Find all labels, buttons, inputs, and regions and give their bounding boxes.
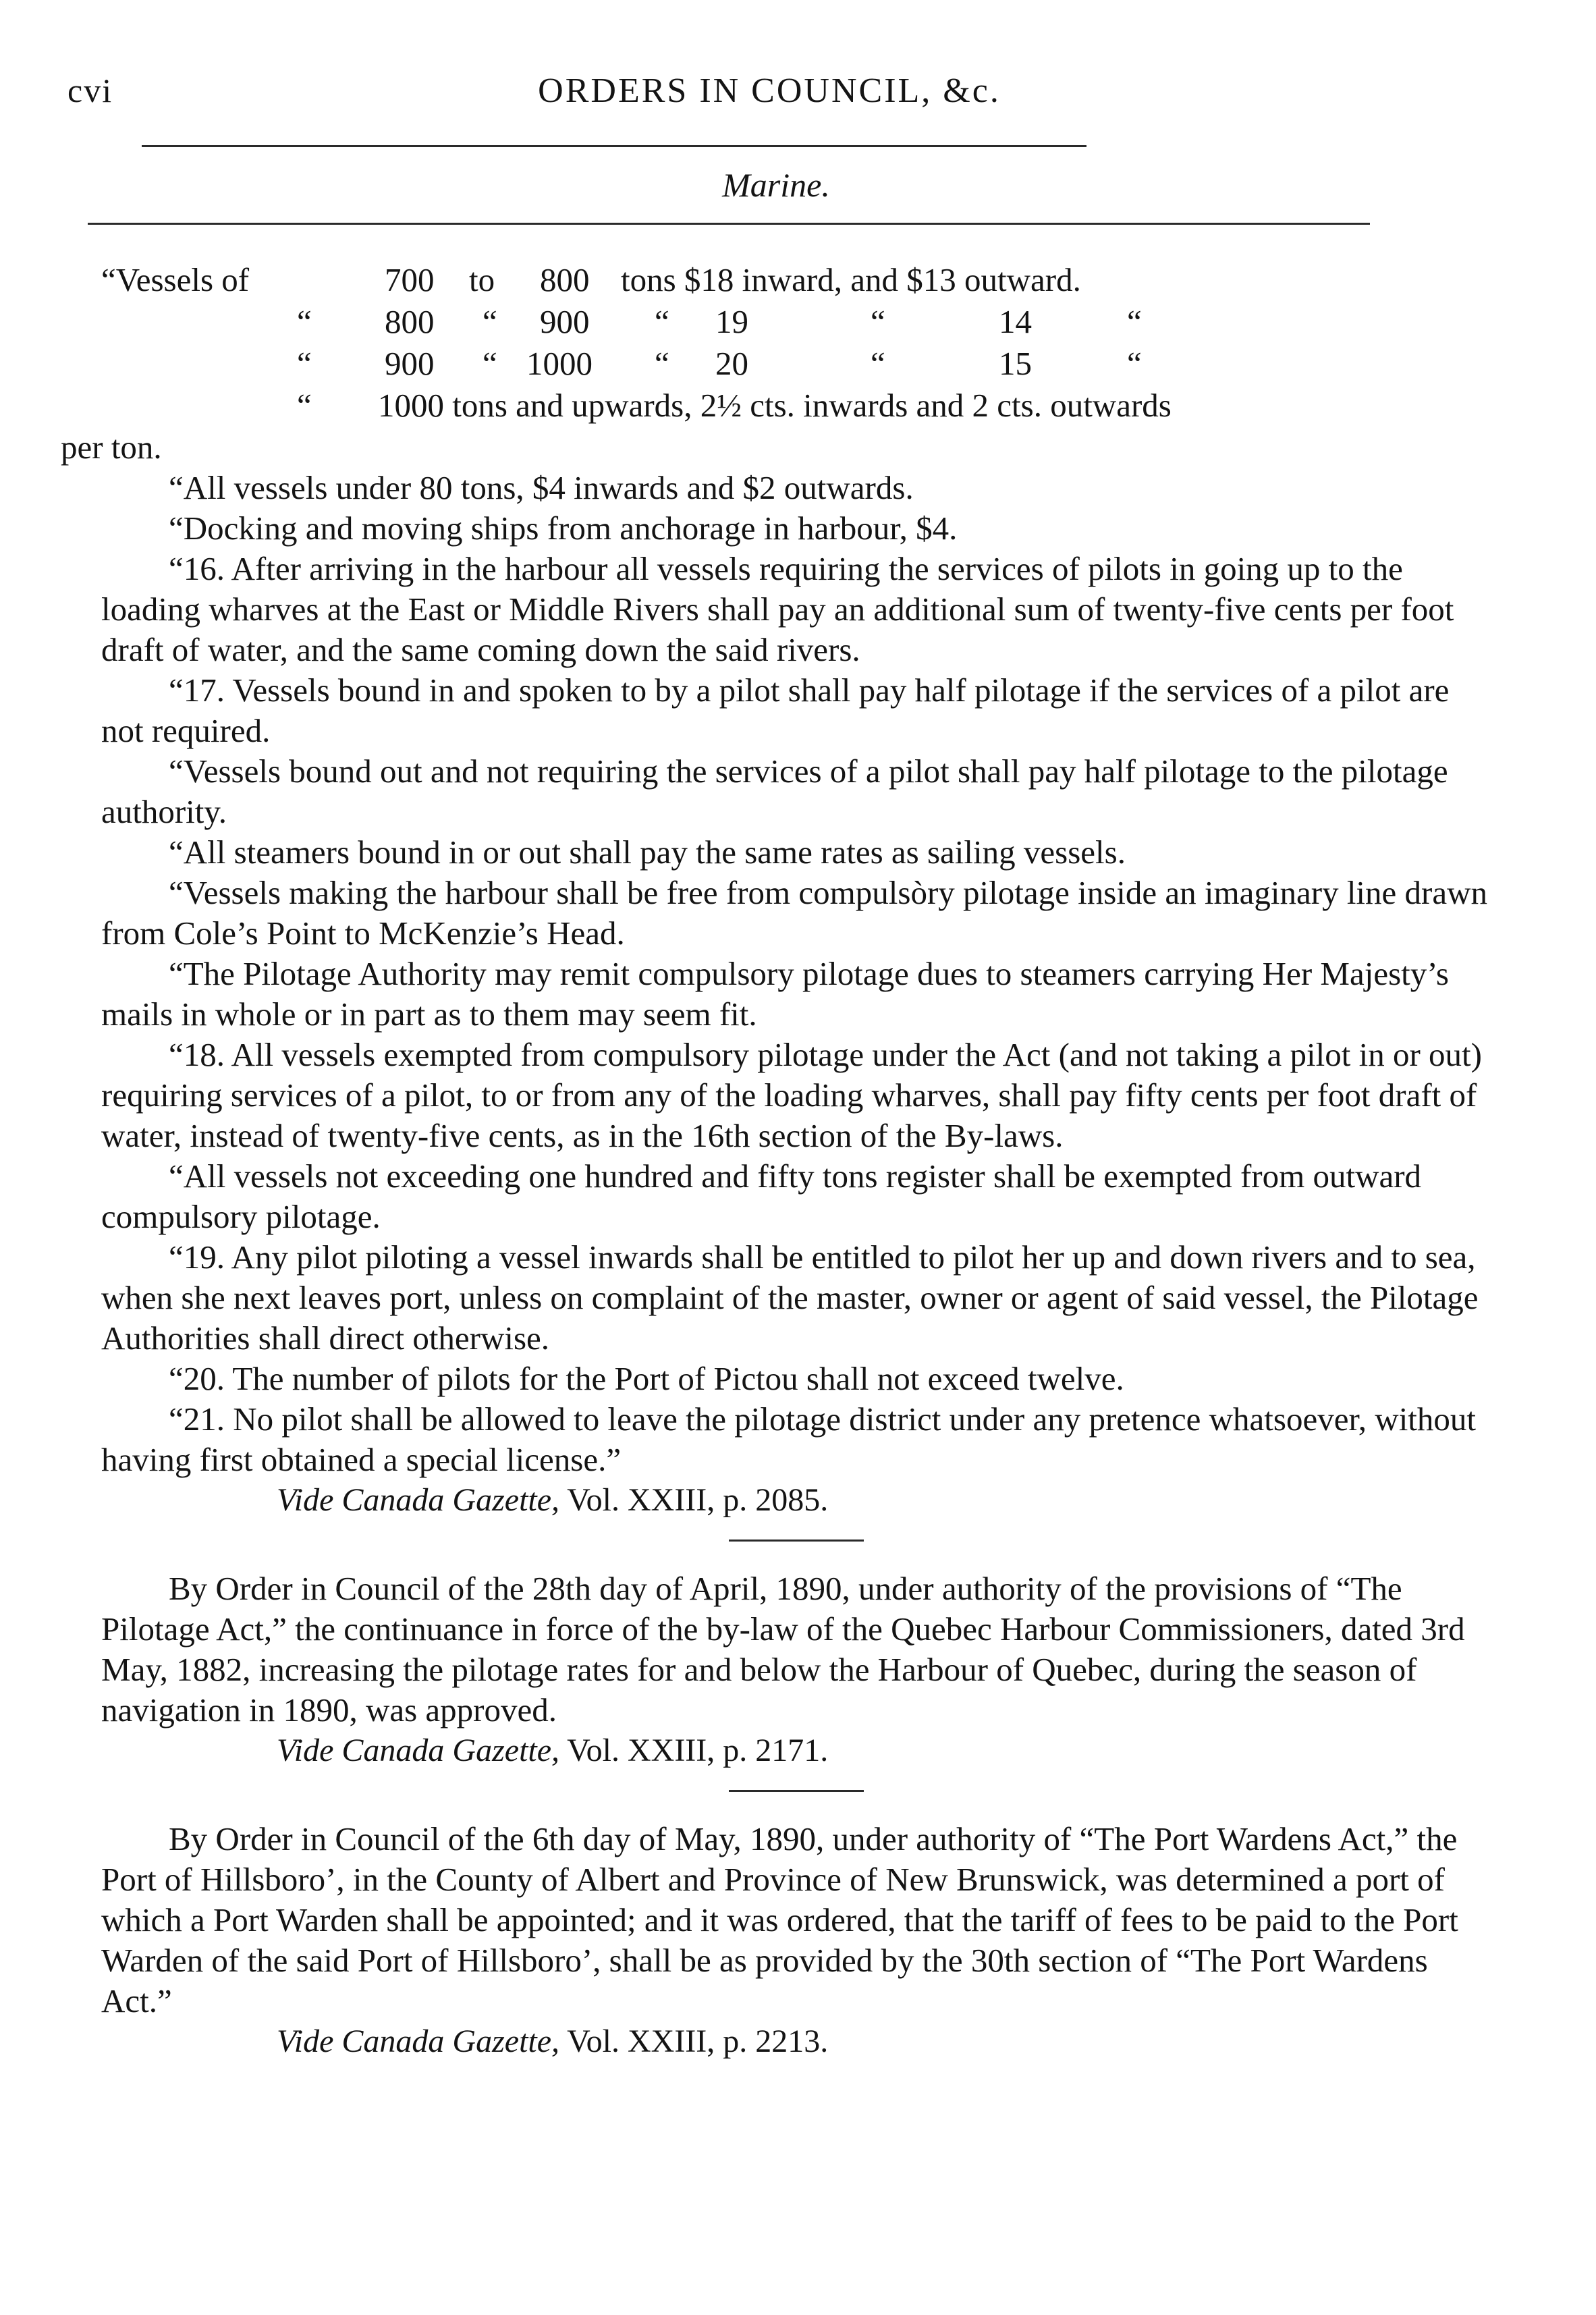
- document-body: [61, 260, 1491, 2062]
- header-rule-bottom: [88, 223, 1370, 225]
- citation: Vide Canada Gazette, Vol. XXIII, p. 2085.: [277, 1482, 829, 1518]
- running-head: ORDERS IN COUNCIL, &c.: [538, 72, 1001, 110]
- paragraph: “All vessels not exceeding one hundred and fifty tons register shall be exempted from outward compulsory pilotage.: [101, 1158, 1422, 1235]
- order-paragraph: By Order in Council of the 6th day of May, 1890, under authority of “The Port Wardens Act,” the Port of Hillsboro’, in the County of Albert and Province of New Brunswick, was determined a port of which a Port Warden shall be appointed; and it was ordered, that the tariff of fees to be paid to the Port Warden of the said Port of Hillsboro’, shall be as provided by the 30th section of “The Port Wardens Act.”: [101, 1820, 1458, 2019]
- rate-row-4: “ 1000 tons and upwards, 2½ cts. inwards and 2 cts. outwards: [297, 387, 1172, 424]
- bylaw-16: “16. After arriving in the harbour all vessels requiring the services of pilots in going up to the loading wharves at the East or Middle Rivers shall pay an additional sum of twenty-five cents per foot draft of water, and the same coming down the said rivers.: [101, 550, 1454, 668]
- section-heading: Marine.: [722, 166, 830, 204]
- paragraph: “All steamers bound in or out shall pay the same rates as sailing vessels.: [169, 834, 1126, 871]
- rate-row-2: “ 800 “ 900 “ 19 “ 14 “: [297, 303, 1142, 340]
- paragraph: “The Pilotage Authority may remit compulsory pilotage dues to steamers carrying Her Majesty’s mails in whole or in part as to them may seem fit.: [101, 955, 1449, 1033]
- paragraph: “Vessels bound out and not requiring the services of a pilot shall pay half pilotage to the pilotage authority.: [101, 753, 1448, 830]
- citation: Vide Canada Gazette, Vol. XXIII, p. 2171.: [277, 1733, 829, 1768]
- paragraph: “Docking and moving ships from anchorage in harbour, $4.: [169, 510, 958, 547]
- rate-row-3: “ 900 “ 1000 “ 20 “ 15 “: [297, 345, 1142, 382]
- divider: [729, 1790, 864, 1792]
- bylaw-19: “19. Any pilot piloting a vessel inwards shall be entitled to pilot her up and down rivers and to sea, when she next leaves port, unless on complaint of the master, owner or agent of said vessel, the Pilotage Authorities shall direct otherwise.: [101, 1238, 1479, 1357]
- bylaw-18: “18. All vessels exempted from compulsory pilotage under the Act (and not taking a pilot in or out) requiring services of a pilot, to or from any of the loading wharves, shall pay fifty cents per foot draft of water, instead of twenty-five cents, as in the 16th section of the By-laws.: [101, 1036, 1482, 1154]
- page-number: cvi: [67, 72, 113, 109]
- citation: Vide Canada Gazette, Vol. XXIII, p. 2213.: [277, 2023, 829, 2059]
- rate-row-1: “Vessels of 700 to 800 tons $18 inward, and $13 outward.: [101, 261, 1081, 298]
- bylaw-20: “20. The number of pilots for the Port of Pictou shall not exceed twelve.: [169, 1360, 1124, 1397]
- bylaw-17: “17. Vessels bound in and spoken to by a pilot shall pay half pilotage if the services of a pilot are not required.: [101, 672, 1450, 749]
- divider: [729, 1540, 864, 1542]
- paragraph: “Vessels making the harbour shall be free from compulsòry pilotage inside an imaginary line drawn from Cole’s Point to McKenzie’s Head.: [101, 874, 1487, 952]
- bylaw-21: “21. No pilot shall be allowed to leave the pilotage district under any pretence whatsoever, without having first obtained a special license.”: [101, 1400, 1477, 1478]
- order-paragraph: By Order in Council of the 28th day of April, 1890, under authority of the provisions of “The Pilotage Act,” the continuance in force of the by-law of the Quebec Harbour Commissioners, dated 3rd May, 1882, increasing the pilotage rates for and below the Harbour of Quebec, during the season of navigation in 1890, was approved.: [101, 1570, 1465, 1728]
- header-rule-top: [142, 145, 1086, 147]
- page-header: [67, 71, 1471, 118]
- paragraph: “All vessels under 80 tons, $4 inwards and $2 outwards.: [169, 469, 914, 506]
- paragraph: per ton.: [61, 429, 162, 466]
